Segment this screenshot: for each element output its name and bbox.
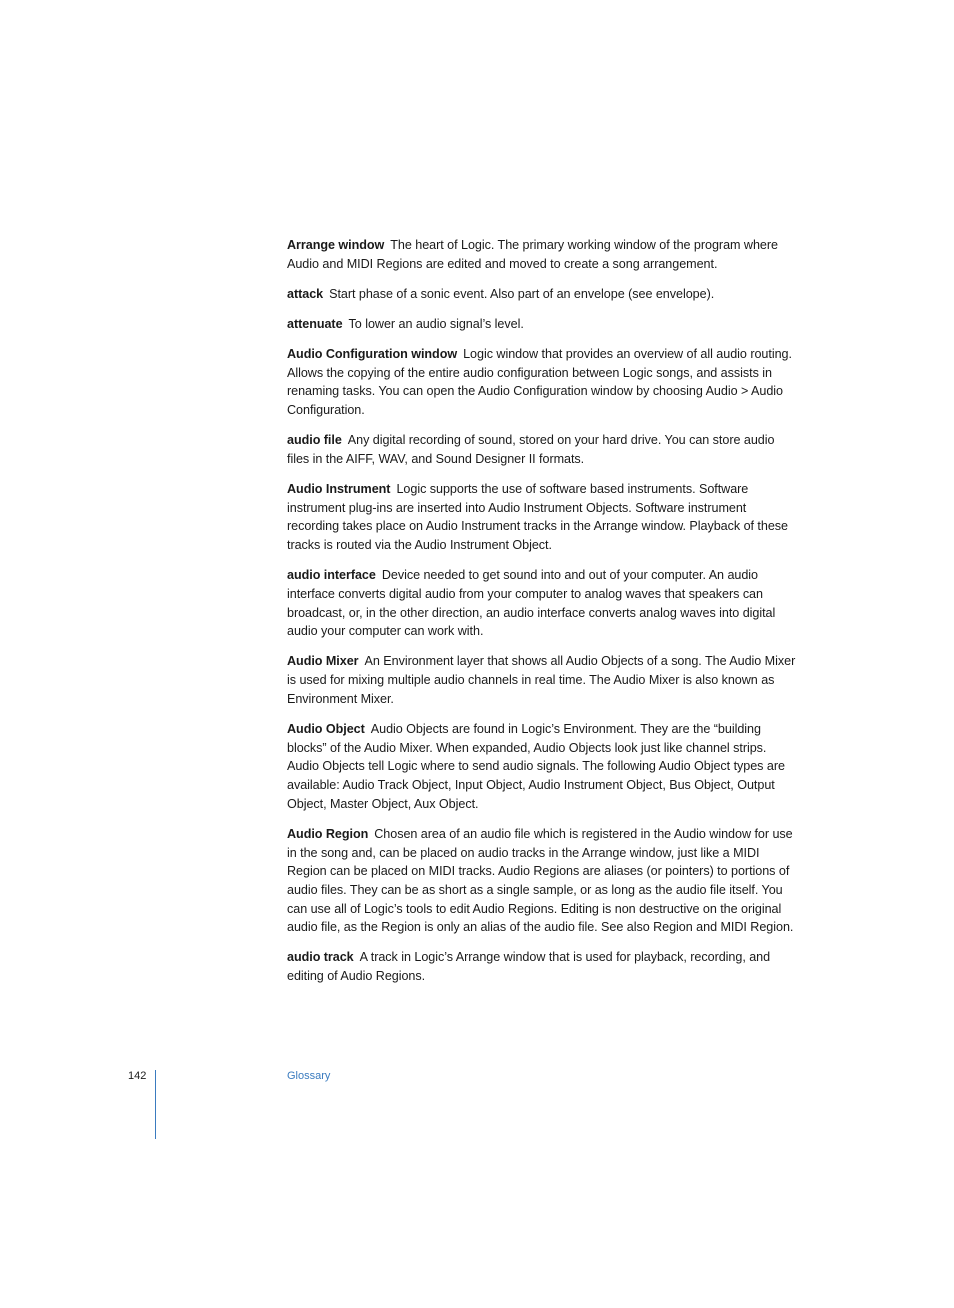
glossary-list (287, 236, 799, 997)
glossary-definition: Logic supports the use of software based instruments. Software instrument plug-ins are inserted into Audio Instrument Objects. Software instrument recording takes place on Audio Instrument tracks in the Arrange window. Playback of these tracks is routed via the Audio Instrument Object. (287, 481, 788, 553)
glossary-term: Audio Object (287, 721, 365, 736)
glossary-definition: Logic window that provides an overview of all audio routing. Allows the copying of the entire audio configuration between Logic songs, and assists in renaming tasks. You can open the Audio Configuration window by choosing Audio > Audio Configuration. (287, 346, 792, 418)
glossary-entry-audio-configuration-window (287, 345, 799, 420)
glossary-definition: Any digital recording of sound, stored on your hard drive. You can store audio files in the AIFF, WAV, and Sound Designer II formats. (287, 433, 775, 466)
footer-divider (155, 1070, 156, 1139)
glossary-entry-audio-interface (287, 566, 799, 641)
glossary-definition: Device needed to get sound into and out of your computer. An audio interface converts digital audio from your computer to analog waves that speakers can broadcast, or, in the other direction, an audio interface converts analog waves into digital audio your computer can work with. (287, 568, 776, 639)
glossary-term: audio interface (287, 568, 376, 583)
glossary-term: Audio Region (287, 826, 369, 841)
glossary-entry-audio-track (287, 948, 799, 985)
glossary-term: Audio Mixer (287, 654, 359, 669)
glossary-definition: An Environment layer that shows all Audio Objects of a song. The Audio Mixer is used for mixing multiple audio channels in real time. The Audio Mixer is also known as Environment Mixer. (287, 654, 796, 706)
glossary-entry-attenuate (287, 315, 799, 334)
page-number: 142 (128, 1070, 147, 1082)
glossary-term: audio file (287, 433, 342, 448)
glossary-entry-audio-object (287, 720, 799, 814)
section-title: Glossary (287, 1070, 331, 1082)
glossary-definition: A track in Logic’s Arrange window that is used for playback, recording, and editing of Audio Regions. (287, 950, 771, 984)
glossary-term: Audio Instrument (287, 481, 391, 496)
glossary-term: audio track (287, 950, 354, 965)
glossary-definition: Audio Objects are found in Logic’s Environment. They are the “building blocks” of the Audio Mixer. When expanded, Audio Objects look just like channel strips. Audio Objects tell Logic where to send audio signals. The following Audio Object types are available: Audio Track Object, Input Object, Audio Instrument Object, Bus Object, Output Object, Master Object, Aux Object. (287, 721, 785, 811)
glossary-term: attenuate (287, 316, 343, 331)
glossary-entry-audio-instrument (287, 480, 799, 555)
glossary-term: Audio Configuration window (287, 346, 458, 361)
glossary-entry-audio-mixer (287, 652, 799, 708)
glossary-definition: The heart of Logic. The primary working window of the program where Audio and MIDI Regions are edited and moved to create a song arrangement. (287, 238, 778, 271)
glossary-entry-audio-region (287, 825, 799, 937)
glossary-term: Arrange window (287, 238, 385, 252)
glossary-definition: To lower an audio signal’s level. (348, 316, 524, 331)
glossary-entry-attack (287, 285, 799, 304)
glossary-entry-audio-file (287, 431, 799, 468)
glossary-term: attack (287, 286, 324, 301)
glossary-entry-arrange-window (287, 236, 799, 273)
glossary-definition: Start phase of a sonic event. Also part of an envelope (see envelope). (329, 286, 715, 301)
glossary-definition: Chosen area of an audio file which is registered in the Audio window for use in the song and, can be placed on audio tracks in the Arrange window, just like a MIDI Region can be placed on MIDI tracks. Audio Regions are aliases (or pointers) to portions of audio files. They can be as short as a single sample, or as long as the audio file itself. You can use all of Logic’s tools to edit Audio Regions. Editing is non destructive on the original audio file, as the Region is only an alias of the audio file. See also Region and MIDI Region. (287, 826, 794, 935)
